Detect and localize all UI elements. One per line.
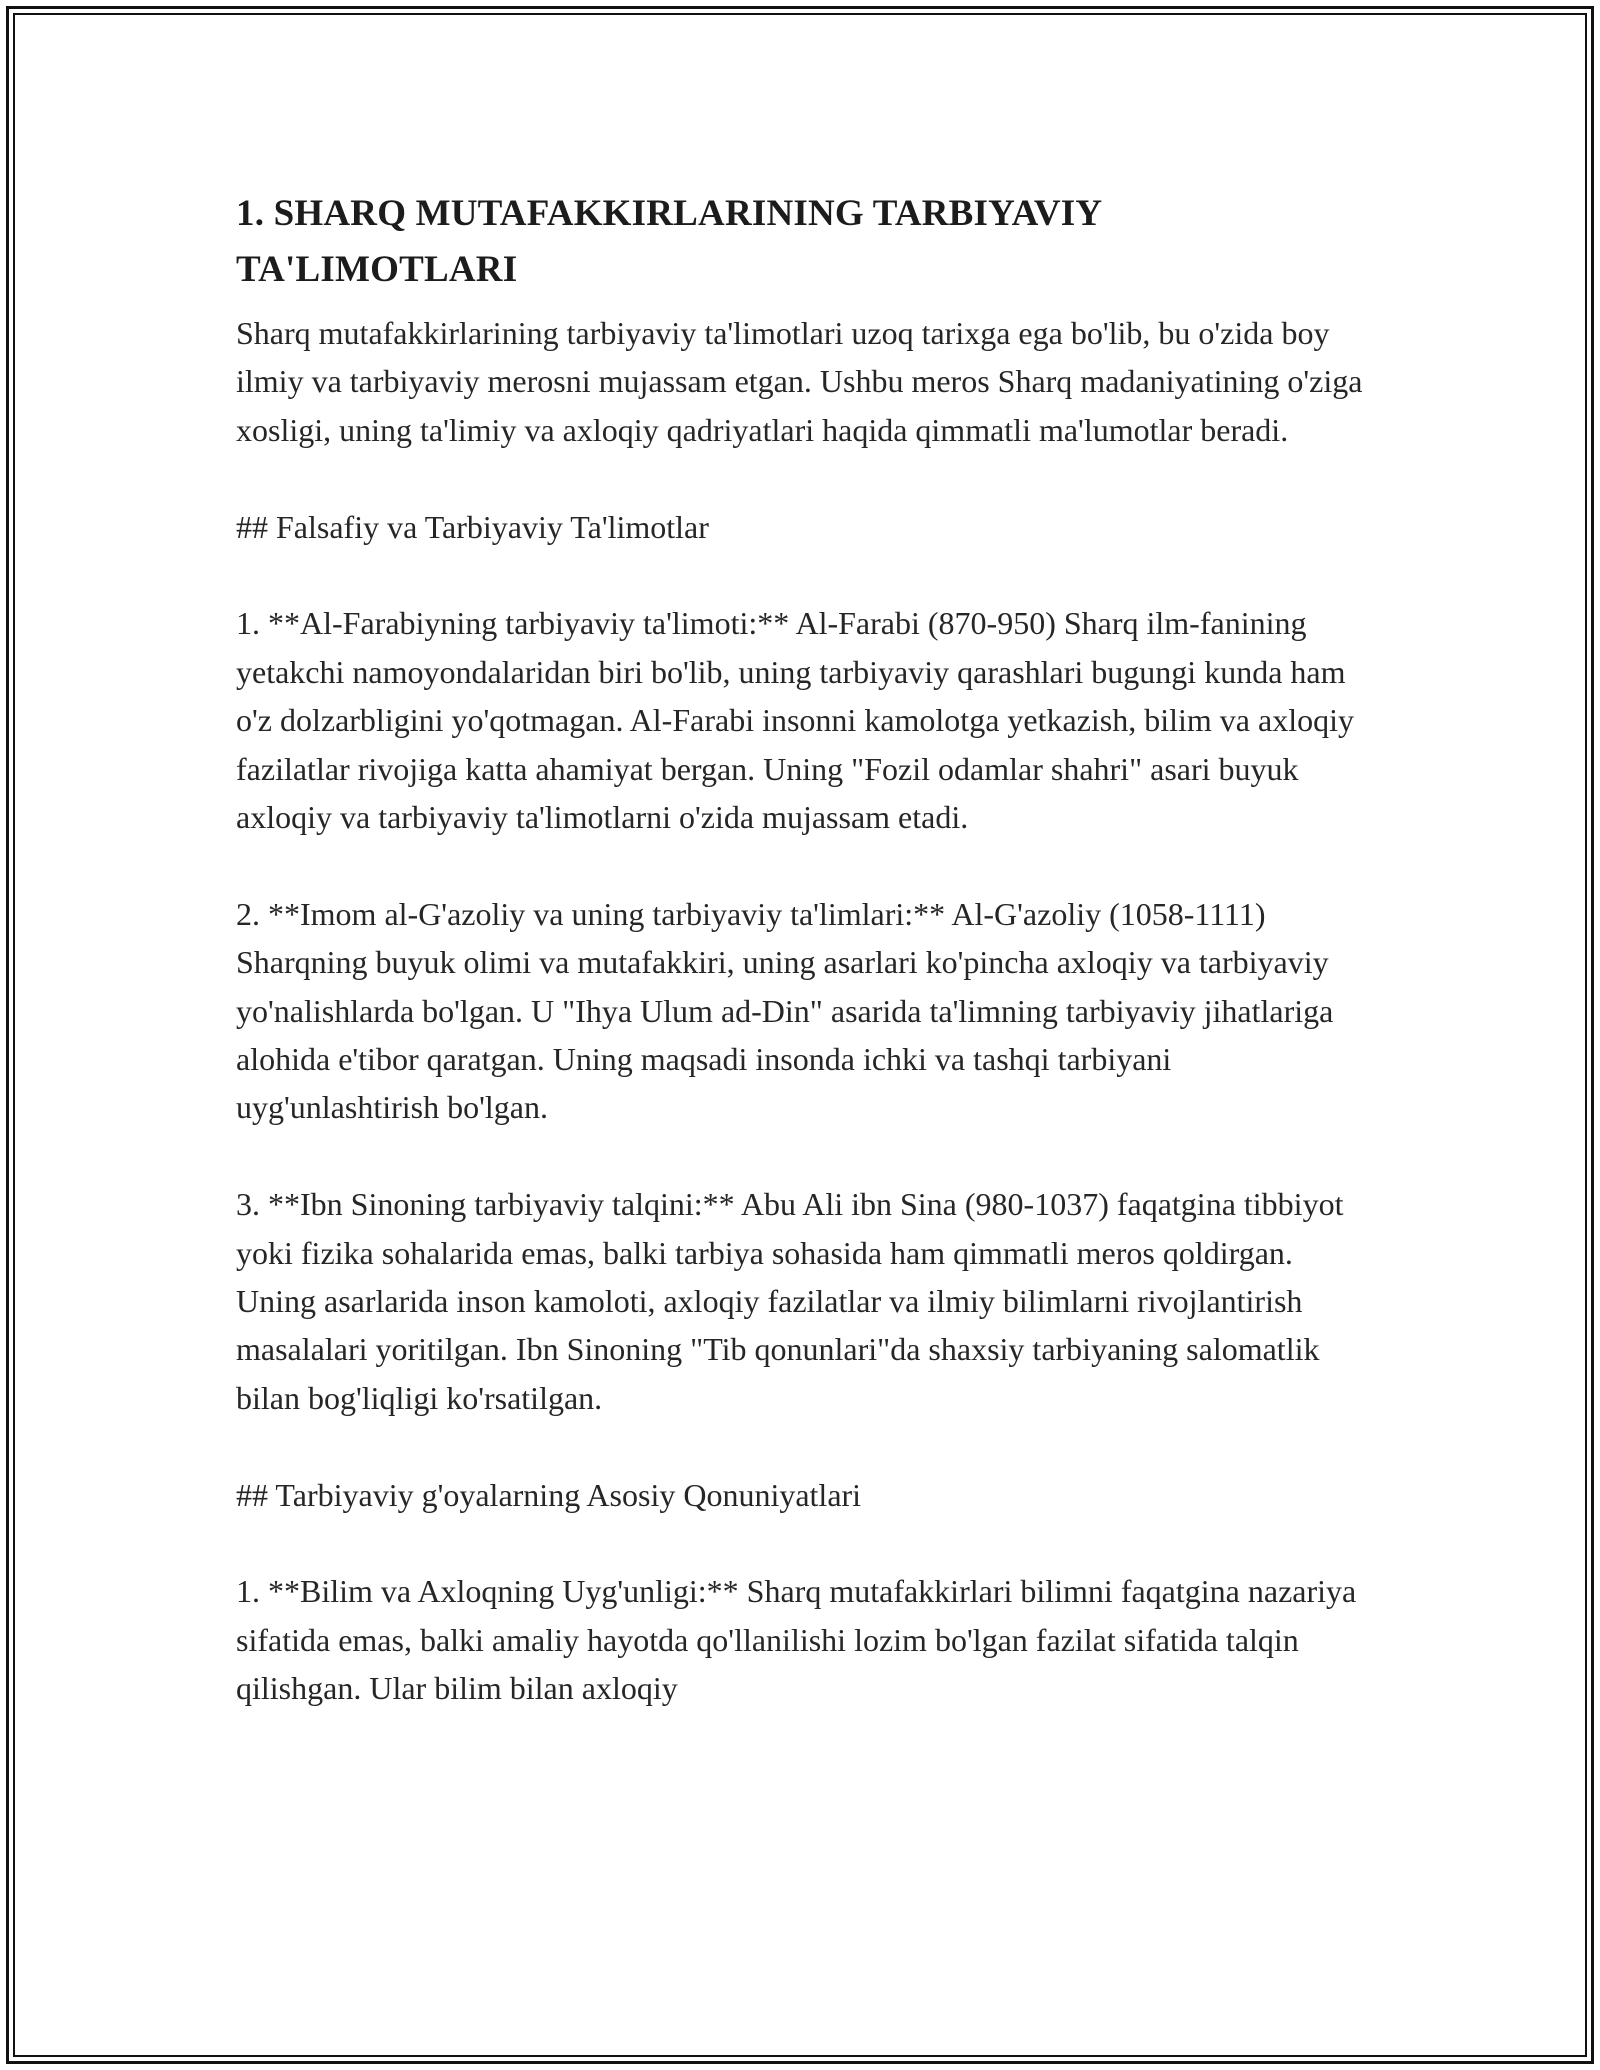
paragraph-gap	[236, 1519, 1376, 1567]
paragraph-gap	[236, 551, 1376, 599]
section-heading-falsafiy: ## Falsafiy va Tarbiyaviy Ta'limotlar	[236, 508, 709, 545]
document-body	[236, 186, 1376, 1713]
list-item-al-farabi: 1. **Al-Farabiyning tarbiyaviy ta'limoti:** Al-Farabi (870-950) Sharq ilm-fanining yetakchi namoyondalaridan biri bo'lib, uning tarbiyaviy qarashlari bugungi kunda ham o'z dolzarbligini yo'qotmagan. Al-Farabi insonni kamolotga yetkazish, bilim va axloqiy fazilatlar rivojiga katta ahamiyat bergan. Uning "Fozil odamlar shahri" asari buyuk axloqiy va tarbiyaviy ta'limotlarni o'zida mujassam etadi.	[236, 605, 1354, 836]
paragraph-gap	[236, 1132, 1376, 1180]
document-title: 1. SHARQ MUTAFAKKIRLARINING TARBIYAVIY TA'LIMOTLARI	[236, 193, 1101, 290]
paragraph-gap	[236, 454, 1376, 502]
list-item-al-gazoliy: 2. **Imom al-G'azoliy va uning tarbiyaviy ta'limlari:** Al-G'azoliy (1058-1111) Sharqning buyuk olimi va mutafakkiri, uning asarlari ko'pincha axloqiy va tarbiyaviy yo'nalishlarda bo'lgan. U "Ihya Ulum ad-Din" asarida ta'limning tarbiyaviy jihatlariga alohida e'tibor qaratgan. Uning maqsadi insonda ichki va tashqi tarbiyani uyg'unlashtirish bo'lgan.	[236, 895, 1334, 1126]
paragraph-gap	[236, 841, 1376, 889]
section-heading-qonuniyatlar: ## Tarbiyaviy g'oyalarning Asosiy Qonuniyatlari	[236, 1476, 862, 1513]
list-item-ibn-sino: 3. **Ibn Sinoning tarbiyaviy talqini:** Abu Ali ibn Sina (980-1037) faqatgina tibbiyot yoki fizika sohalarida emas, balki tarbiya sohasida ham qimmatli meros qoldirgan. Uning asarlarida inson kamoloti, axloqiy fazilatlar va ilmiy bilimlarni rivojlantirish masalalari yoritilgan. Ibn Sinoning "Tib qonunlari"da shaxsiy tarbiyaning salomatlik bilan bog'liqligi ko'rsatilgan.	[236, 1186, 1344, 1416]
list-item-bilim-axloq: 1. **Bilim va Axloqning Uyg'unligi:** Sharq mutafakkirlari bilimni faqatgina nazariya sifatida emas, balki amaliy hayotda qo'llanilishi lozim bo'lgan fazilat sifatida talqin qilishgan. Ular bilim bilan axloqiy	[236, 1573, 1357, 1707]
paragraph-gap	[236, 1422, 1376, 1470]
intro-paragraph: Sharq mutafakkirlarining tarbiyaviy ta'limotlari uzoq tarixga ega bo'lib, bu o'zida boy ilmiy va tarbiyaviy merosni mujassam etgan. Ushbu meros Sharq madaniyatining o'ziga xosligi, uning ta'limiy va axloqiy qadriyatlari haqida qimmatli ma'lumotlar beradi.	[236, 315, 1363, 448]
